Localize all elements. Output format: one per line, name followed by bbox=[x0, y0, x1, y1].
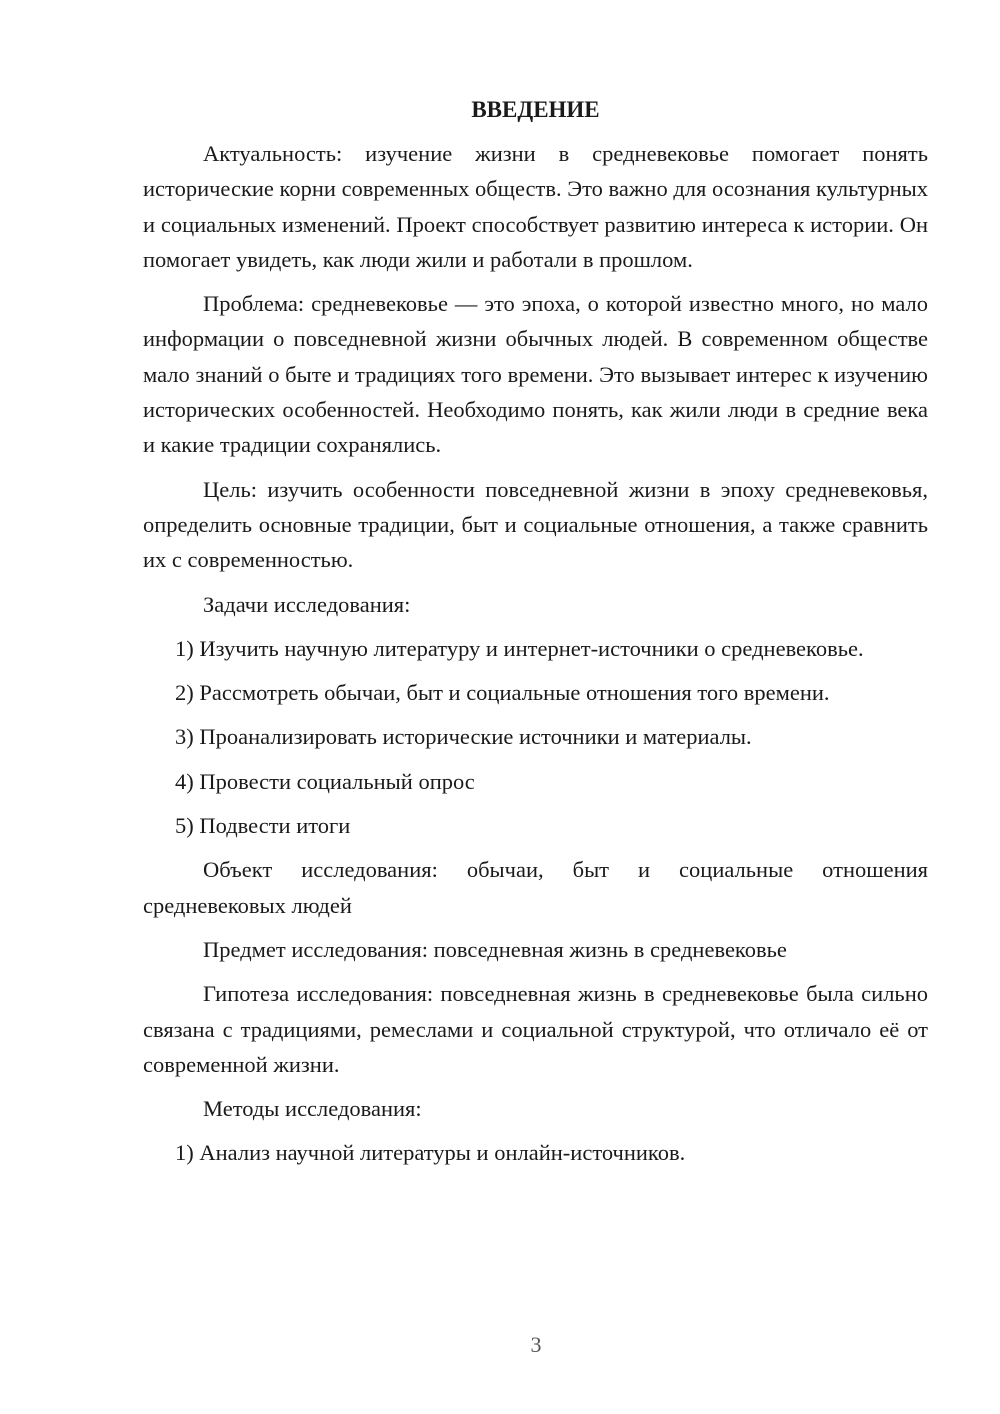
subject-paragraph: Предмет исследования: повседневная жизнь в средневековье bbox=[203, 936, 787, 962]
relevance-paragraph: Актуальность: изучение жизни в средневековье помогает понять исторические корни современных обществ. Это важно для осознания культурных и социальных изменений. Проект способствует развитию интереса к истории. Он помогает увидеть, как люди жили и работали в прошлом. bbox=[143, 141, 928, 272]
section-title: ВВЕДЕНИЕ bbox=[471, 97, 600, 122]
object-paragraph: Объект исследования: обычаи, быт и социальные отношения средневековых людей bbox=[143, 857, 928, 918]
task-item-1: 1) Изучить научную литературу и интернет-источники о средневековье. bbox=[175, 635, 864, 661]
task-item-4: 4) Провести социальный опрос bbox=[175, 768, 475, 794]
task-item-2: 2) Рассмотреть обычаи, быт и социальные отношения того времени. bbox=[175, 680, 830, 706]
document-page bbox=[143, 92, 928, 1180]
page-number: 3 bbox=[530, 1332, 542, 1357]
method-item-1: 1) Анализ научной литературы и онлайн-источников. bbox=[175, 1140, 686, 1166]
methods-heading: Методы исследования: bbox=[203, 1096, 422, 1122]
goal-paragraph: Цель: изучить особенности повседневной жизни в эпоху средневековья, определить основные традиции, быт и социальные отношения, а также сравнить их с современностью. bbox=[143, 476, 928, 573]
problem-paragraph: Проблема: средневековье — это эпоха, о которой известно много, но мало информации о повседневной жизни обычных людей. В современном обществе мало знаний о быте и традициях того времени. Это вызывает интерес к изучению исторических особенностей. Необходимо понять, как жили люди в средние века и какие традиции сохранялись. bbox=[143, 291, 928, 458]
tasks-heading: Задачи исследования: bbox=[203, 591, 411, 617]
task-item-3: 3) Проанализировать исторические источники и материалы. bbox=[175, 724, 752, 750]
hypothesis-paragraph: Гипотеза исследования: повседневная жизнь в средневековье была сильно связана с традициями, ремеслами и социальной структурой, что отличало её от современной жизни. bbox=[143, 981, 928, 1077]
task-item-5: 5) Подвести итоги bbox=[175, 813, 351, 839]
